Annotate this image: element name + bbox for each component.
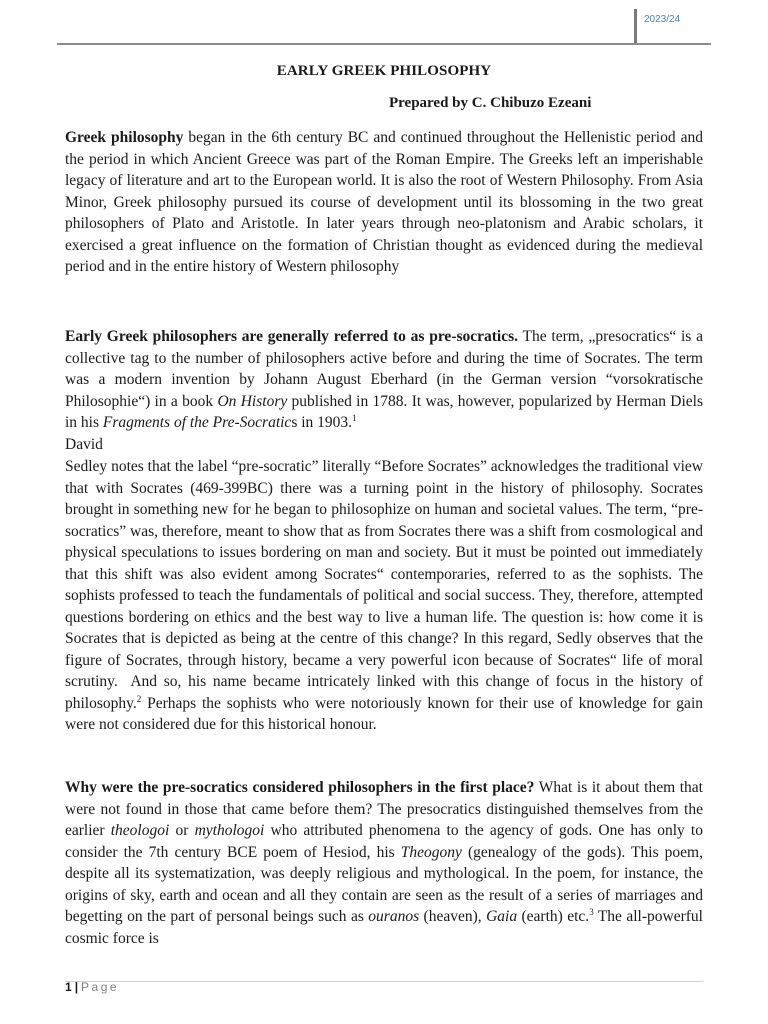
header-divider-vertical — [634, 9, 637, 45]
book-title: On History — [217, 392, 288, 410]
paragraph-text: published in 1788. It was, however, popularized by Herman Diels in his — [65, 392, 703, 431]
book-title: Fragments of the Pre-Socratic — [102, 414, 292, 431]
footnote-ref[interactable]: 2 — [136, 693, 142, 704]
paragraph-text: (earth) etc. — [517, 908, 590, 925]
footnote-ref[interactable]: 3 — [589, 906, 594, 917]
paragraph-text: Sedley notes that the label “pre-socratic” literally “Before Socrates” acknowledges the traditional view that with Socrates (469-399BC) there was a turning point in the history of philosophy. Socrates brought in something new for he began to philosophize on human and societal values. The term, “pre-socratics” was, therefore, meant to show that as from Socrates there was a shift from cosmological and physical speculations to issues bordering on man and society. But it must be pointed out immediately that this shift was also evident among Socrates“ contemporaries, referred to as the sophists. The sophists professed to teach the fundamentals of political and social success. They, therefore, attempted questions bordering on ethics and the best way to live a human life. The question is: how come it is Socrates that is depicted as being at the centre of this change? In this regard, Sedly observes that the figure of Socrates, through history, became a very powerful icon because of Socrates“ life of moral scrutiny. And so, his name became intricately linked with this change of focus in the history of philosophy. — [65, 458, 703, 712]
paragraph-text: who attributed phenomena to the agency of gods. One has only to consider the 7th century BCE poem of Hesiod, his — [65, 822, 703, 861]
paragraph-text: s in 1903. — [291, 414, 353, 431]
paragraph-lead: Greek philosophy — [65, 129, 184, 146]
paragraph-text: (genealogy of the gods). This poem, despite all its systematization, was deeply religious and mythological. In the poem, for instance, the origins of sky, earth and ocean and all they contain are seen as the result of a series of marriages and begetting on the part of personal beings such as — [65, 843, 703, 925]
paragraph-intro — [65, 127, 703, 278]
paragraph-lead: Early Greek philosophers are generally referred to as pre-socratics. — [65, 328, 519, 345]
footer-separator: | — [74, 980, 79, 994]
italic-term: mythologoi — [194, 822, 265, 839]
paragraph-lead: Why were the pre-socratics considered philosophers in the first place? — [65, 779, 535, 796]
page-footer — [65, 980, 119, 994]
paragraph-text: What is it about them that were not found in those that came before them? The presocratics distinguished themselves from the earlier — [65, 779, 703, 839]
italic-term: Theogony — [400, 843, 462, 861]
footnote-ref[interactable]: 1 — [352, 412, 357, 423]
paragraph-sedley — [65, 456, 703, 736]
header-year: 2023/24 — [644, 14, 681, 25]
paragraph-presocratics — [65, 326, 703, 455]
header-rule — [57, 43, 711, 45]
author-line: Prepared by C. Chibuzo Ezeani — [389, 95, 592, 111]
page-label: Page — [81, 980, 120, 994]
paragraph-text: Perhaps the sophists who were notoriously known for their use of knowledge for gain were not considered due for this historical honour. — [65, 694, 703, 733]
paragraph-text: began in the 6th century BC and continued throughout the Hellenistic period and the period in which Ancient Greece was part of the Roman Empire. The Greeks left an imperishable legacy of literature and art to the European world. It is also the root of Western Philosophy. From Asia Minor, Greek philosophy pursued its course of development until its blossoming in the two great philosophers of Plato and Aristotle. In later years through neo-platonism and Arabic scholars, it exercised a great influence on the formation of Christian thought as evidenced during the medieval period and in the entire history of Western philosophy — [65, 129, 703, 275]
paragraph-text: (heaven), — [419, 908, 487, 925]
paragraph-why-philosophers — [65, 777, 703, 949]
paragraph-text: David — [65, 435, 103, 453]
paragraph-text: The all-powerful cosmic force is — [65, 908, 703, 947]
italic-term: theologoi — [110, 822, 170, 839]
italic-term: Gaia — [486, 908, 518, 925]
italic-term: ouranos — [368, 908, 420, 925]
document-title: EARLY GREEK PHILOSOPHY — [276, 63, 492, 79]
footer-rule — [65, 981, 703, 982]
page-number: 1 — [65, 980, 72, 994]
paragraph-text: or — [169, 822, 195, 839]
paragraph-text: The term, „presocratics“ is a collective tag to the number of philosophers active before and during the time of Socrates. The term was a modern invention by Johann August Eberhard (in the German version “vorsokratische Philosophie“) in a book — [65, 328, 703, 410]
